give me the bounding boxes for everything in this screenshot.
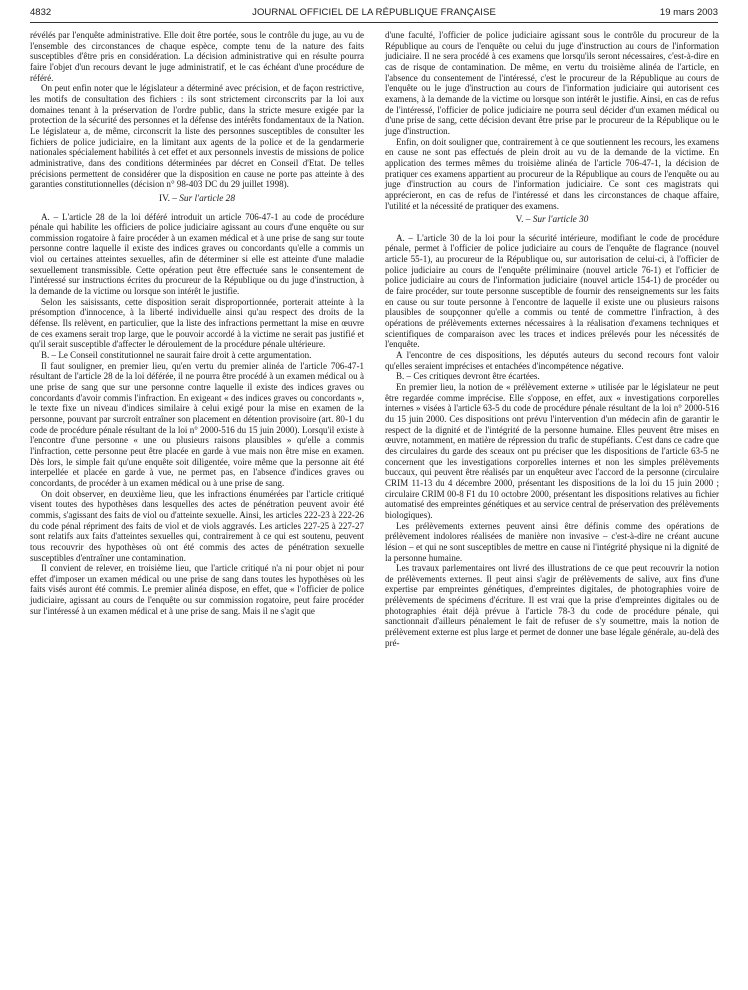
paragraph: d'une faculté, l'officier de police judiciaire agissant sous le contrôle du procureur de la République au cours de l'enquête ou celui du juge d'instruction au cours de l'information judiciaire. Il ne sera procédé à ces examens que lorsqu'ils seront nécessaires, c'est-à-dire en cas de risque de contamination. De même, en vertu du troisième alinéa de l'article, en l'absence du consentement de l'intéressé, c'est le procureur de la République au cours de l'enquête ou le juge d'instruction au cours de l'information judiciaire qui autorisent ces examens, à la demande de la victime ou lorsque son intérêt le justifie. Ainsi, en cas de refus de l'intéressé, l'officier de police judiciaire ne pourra seul décider d'un examen médical ou d'une prise de sang, cette décision devant être prise par le procureur de la République ou le juge d'instruction. xyxy=(385,30,719,136)
paragraph: A l'encontre de ces dispositions, les députés auteurs du second recours font valoir qu'elles seraient imprécises et entachées d'incompétence négative. xyxy=(385,350,719,371)
paragraph: B. – Le Conseil constitutionnel ne saurait faire droit à cette argumentation. xyxy=(41,350,312,361)
paragraph: A. – L'article 30 de la loi pour la sécurité intérieure, modifiant le code de procédure pénale, permet à l'officier de police judiciaire au cours de l'enquête de flagrance (nouvel article 55-1), au procureur de la République ou, sur autorisation de celui-ci, à l'officier de police judiciaire au cours de l'enquête préliminaire (nouvel article 76-1) et l'officier de police judiciaire au cours de l'information judiciaire (nouvel article 154-1) de procéder ou de faire procéder, sur toute personne susceptible de fournir des renseignements sur les faits en cause ou sur toute personne à l'encontre de laquelle il existe une ou plusieurs raisons plausibles de soupçonner qu'elle a commis ou tenté de commettre l'infraction, à des opérations de prélèvements externes nécessaires à la réalisation d'examens techniques et scientifiques de comparaison avec les traces et indices prélevés pour les nécessités de l'enquête. xyxy=(385,232,719,350)
paragraph: A. – L'article 28 de la loi déféré introduit un article 706-47-1 au code de procédure pénale qui habilite les officiers de police judiciaire agissant au cours d'une enquête ou sur commission rogatoire à faire procéder à un examen médical et à une prise de sang sur toute personne contre laquelle il existe des indices graves ou concordants qu'elle a commis un viol ou certaines atteintes sexuelles, afin de déterminer si elle est atteinte d'une maladie sexuellement transmissible. Cette opération peut être effectuée sans le consentement de l'intéressé sur instructions écrites du procureur de la République ou du juge d'instruction, à la demande de la victime ou lorsque son intérêt le justifie. xyxy=(30,211,364,297)
section-heading: V. – Sur l'article 30 xyxy=(515,215,589,226)
paragraph: révélés par l'enquête administrative. Elle doit être portée, sous le contrôle du juge, au vu de l'ensemble des circonstances de chaque espèce, compte tenu de la nature des faits susceptibles d'être pris en considération. La décision administrative qui en résulte pourra faire l'objet d'un recours devant le juge administratif, et le cas échéant d'une procédure de référé. xyxy=(30,30,364,83)
sub-label: B. – xyxy=(396,371,412,382)
sub-label: A. – xyxy=(41,211,59,222)
paragraph: Les prélèvements externes peuvent ainsi être définis comme des opérations de prélèvement indolores réalisées de manière non invasive – c'est-à-dire ne créant aucune lésion – et qui ne sont susceptibles de mettre en cause ni l'intégrité physique ni la dignité de la personne humaine. xyxy=(385,520,719,563)
paragraph: Enfin, on doit souligner que, contrairement à ce que soutiennent les recours, les examens en cause ne sont pas effectués de plein droit au vu de la demande de la victime. En application des termes mêmes du troisième alinéa de l'article 706-47-1, la décision de pratiquer ces examens appartient au procureur de la République au cours de l'enquête ou au juge d'instruction au cours de l'information judiciaire. Ce sont ces magistrats qui apprécieront, en cas de refus de l'intéressé et dans les circonstances de chaque affaire, l'utilité et la nécessité de pratiquer des examens. xyxy=(385,136,719,211)
page-number: 4832 xyxy=(30,7,52,18)
paragraph: Selon les saisissants, cette disposition serait disproportionnée, porterait atteinte à la présomption d'innocence, à la liberté individuelle ainsi qu'au respect des droits de la défense. Ils relèvent, en particulier, que la liste des infractions permettant la mise en œuvre de ces examens serait trop large, que le pouvoir accordé à la victime ne serait pas justifié et qu'il serait susceptible d'affecter le déroulement de la procédure pénale ultérieure. xyxy=(30,296,364,350)
sub-label: B. – xyxy=(41,350,57,361)
publication-date: 19 mars 2003 xyxy=(659,7,718,18)
journal-title: JOURNAL OFFICIEL DE LA RÉPUBLIQUE FRANÇAISE xyxy=(252,7,496,18)
paragraph: Il convient de relever, en troisième lieu, que l'article critiqué n'a ni pour objet ni pour effet d'imposer un examen médical ou une prise de sang dans toutes les hypothèses où les faits visés auront été commis. Le premier alinéa dispose, en effet, que « l'officier de police judiciaire, agissant au cours de l'enquête ou sur commission rogatoire, peut faire procéder sur l'intéressé à un examen médical et à une prise de sang. Mais il ne s'agit que xyxy=(30,563,364,616)
paragraph: En premier lieu, la notion de « prélèvement externe » utilisée par le législateur ne peut être regardée comme imprécise. Elle s'oppose, en effet, aux « investigations corporelles internes » visées à l'article 63-5 du code de procédure pénale résultant de la loi n° 2000-516 du 15 juin 2000. Ces dispositions ont prévu l'intervention d'un médecin afin de garantir le respect de la dignité et de l'intégrité de la personne humaine. Elles peuvent être mises en œuvre, notamment, en matière de répression du trafic de stupéfiants. C'est dans ce cadre que des circulaires du garde des sceaux ont pu préciser que les dispositions de l'article 63-5 ne concernent que les investigations corporelles internes et non les simples prélèvements buccaux, qui peuvent être réalisés par un enquêteur avec l'accord de la personne (circulaire CRIM 11-13 du 4 décembre 2000, présentant les dispositions de la loi du 15 juin 2000 ; circulaire CRIM 00-8 F1 du 10 octobre 2000, présentant les dispositions relatives au fichier automatisé des empreintes génétiques et au service central de préservation des prélèvements biologiques). xyxy=(385,382,719,520)
section-heading: IV. – Sur l'article 28 xyxy=(159,193,235,204)
paragraph: On peut enfin noter que le législateur a déterminé avec précision, et de façon restrictive, les motifs de consultation des fichiers : ils sont strictement circonscrits par la loi aux domaines tenant à la préservation de l'ordre public, dans la stricte mesure exigée par la protection de la sécurité des personnes et la défense des intérêts fondamentaux de la Nation. Le législateur a, de même, circonscrit la liste des personnes susceptibles de consulter les fichiers de police judiciaire, en la limitant aux agents de la police et de la gendarmerie nationales spécialement habilités à cet effet et aux personnels investis de missions de police administrative, dans des conditions déterminées par décret en Conseil d'Etat. De telles précisions permettent de considérer que la disposition en cause ne porte pas atteinte à des garanties constitutionnelles (décision n° 98-403 DC du 29 juillet 1998). xyxy=(30,83,364,190)
page-header xyxy=(30,6,718,23)
paragraph: On doit observer, en deuxième lieu, que les infractions énumérées par l'article critiqué visent toutes des hypothèses dans lesquelles des actes de pénétration peuvent avoir été commis, s'agissant des faits de viol ou d'atteinte sexuelle. Ainsi, les articles 222-23 à 222-26 du code pénal répriment des faits de viol et de viols aggravés. Les articles 227-25 à 227-27 sont relatifs aux faits d'atteintes sexuelles qui, contrairement à ce qui est soutenu, peuvent tous recouvrir des hypothèses où ont été commis des actes de pénétration sexuelle susceptibles d'entraîner une contamination. xyxy=(30,488,364,563)
paragraph: B. – Ces critiques devront être écartées. xyxy=(396,371,540,382)
right-column xyxy=(385,30,719,648)
paragraph: Les travaux parlementaires ont livré des illustrations de ce que peut recouvrir la notion de prélèvements externes. Il peut ainsi s'agir de prélèvements de salive, aux fins d'une expertise par empreintes génétiques, d'empreintes digitales, de photographies voire de prélèvements de spécimens d'écriture. Il est vrai que la prise d'empreintes digitales ou de photographies était déjà prévue à l'article 78-3 du code de procédure pénale, qui sanctionnait d'ailleurs pénalement le fait de refuser de s'y soumettre, mais la notion de prélèvement externe est plus large et permet de donner une base légale générale, au-delà des pré- xyxy=(385,563,719,648)
paragraph: Il faut souligner, en premier lieu, qu'en vertu du premier alinéa de l'article 706-47-1 résultant de l'article 28 de la loi déférée, il ne pourra être procédé à un examen médical ou à une prise de sang que sur une personne contre laquelle il existe des indices graves ou concordants d'avoir commis l'infraction. En exigeant « des indices graves ou concordants », le texte fixe un niveau d'indices similaire à celui exigé pour la mise en examen de la personne, pouvant par surcroît entraîner son placement en détention provisoire (art. 80-1 du code de procédure pénale résultant de la loi n° 2000-516 du 15 juin 2000). Lorsqu'il existe à l'encontre d'une personne « une ou plusieurs raisons plausibles » qu'elle a commis l'infraction, cette personne peut être placée en garde à vue mais non être mise en examen. Dès lors, le simple fait qu'une enquête soit diligentée, voire même que la personne ait été interpellée et placée en garde à vue, ne permet pas, en l'absence d'indices graves ou concordants, de procéder à un examen médical ou à une prise de sang. xyxy=(30,360,364,488)
sub-label: A. – xyxy=(396,232,413,243)
left-column xyxy=(30,30,364,616)
